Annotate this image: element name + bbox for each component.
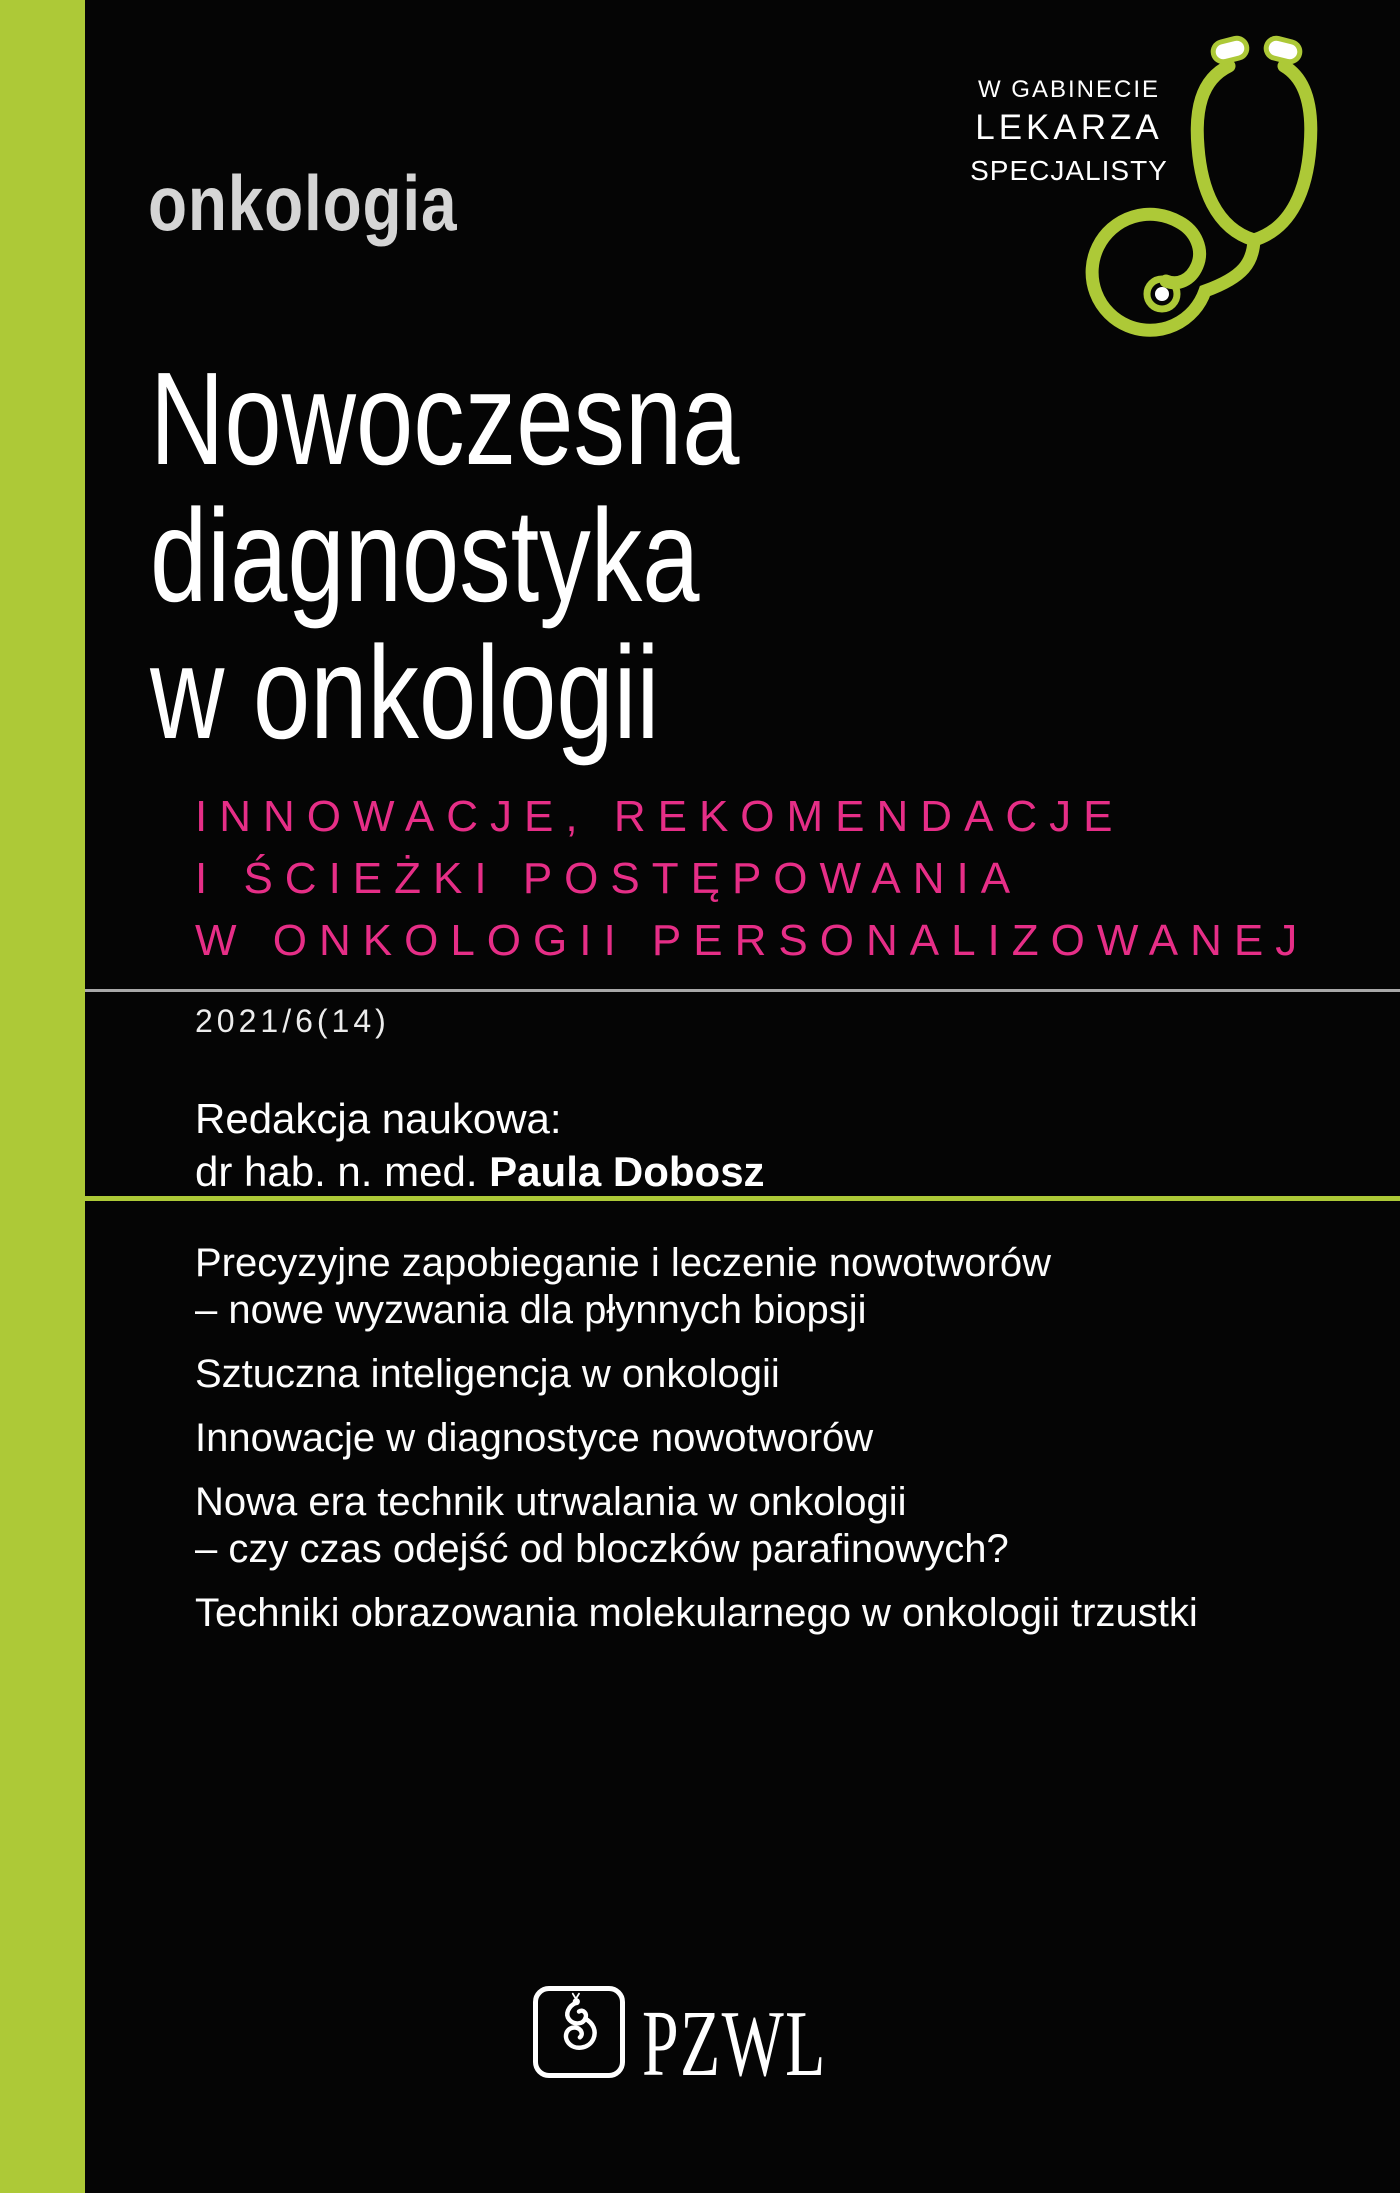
issue-number: 2021/6(14) (195, 1003, 390, 1039)
article-line: Nowa era technik utrwalania w onkologii (195, 1480, 907, 1524)
stethoscope-icon (1075, 15, 1400, 355)
subtitle-line-2: I ŚCIEŻKI POSTĘPOWANIA (195, 854, 1023, 903)
article-line: Sztuczna inteligencja w onkologii (195, 1352, 780, 1396)
article-item (195, 1590, 1198, 1637)
title-line-3: w onkologii (150, 619, 660, 766)
article-item (195, 1415, 1198, 1462)
article-list (195, 1240, 1198, 1654)
aesculapius-snake-icon (538, 1991, 620, 2073)
editor-label: Redakcja naukowa: (195, 1095, 562, 1142)
article-item (195, 1351, 1198, 1398)
article-line: Precyzyjne zapobieganie i leczenie nowotworów (195, 1241, 1052, 1285)
publisher-logo-box (533, 1986, 625, 2078)
series-line-1: W GABINECIE (977, 76, 1161, 103)
editor-name-line (195, 1145, 765, 1198)
green-stripe (0, 0, 85, 2193)
subtitle-line-3: W ONKOLOGII PERSONALIZOWANEJ (195, 916, 1310, 965)
divider-green (85, 1196, 1400, 1201)
article-item (195, 1479, 1198, 1573)
article-line: – nowe wyzwania dla płynnych biopsji (195, 1288, 867, 1332)
editor-degrees: dr hab. n. med. (195, 1148, 490, 1195)
series-line-2: LEKARZA (975, 108, 1163, 147)
subtitle (195, 786, 1309, 972)
title-line-2: diagnostyka (150, 482, 700, 629)
article-item (195, 1240, 1198, 1334)
article-line: Techniki obrazowania molekularnego w onkologii trzustki (195, 1591, 1198, 1635)
brand-onkologia: onkologia (148, 159, 458, 247)
publisher-name: PZWL (642, 1992, 827, 2096)
title-line-1: Nowoczesna (150, 345, 740, 492)
editor-name: Paula Dobosz (489, 1148, 765, 1195)
editor-block (195, 1092, 765, 1198)
main-title (150, 345, 740, 766)
article-line: – czy czas odejść od bloczków parafinowych? (195, 1527, 1009, 1571)
series-line-3: SPECJALISTY (970, 155, 1168, 186)
divider-gray (85, 989, 1400, 992)
article-line: Innowacje w diagnostyce nowotworów (195, 1416, 874, 1460)
subtitle-line-1: INNOWACJE, REKOMENDACJE (195, 792, 1125, 841)
